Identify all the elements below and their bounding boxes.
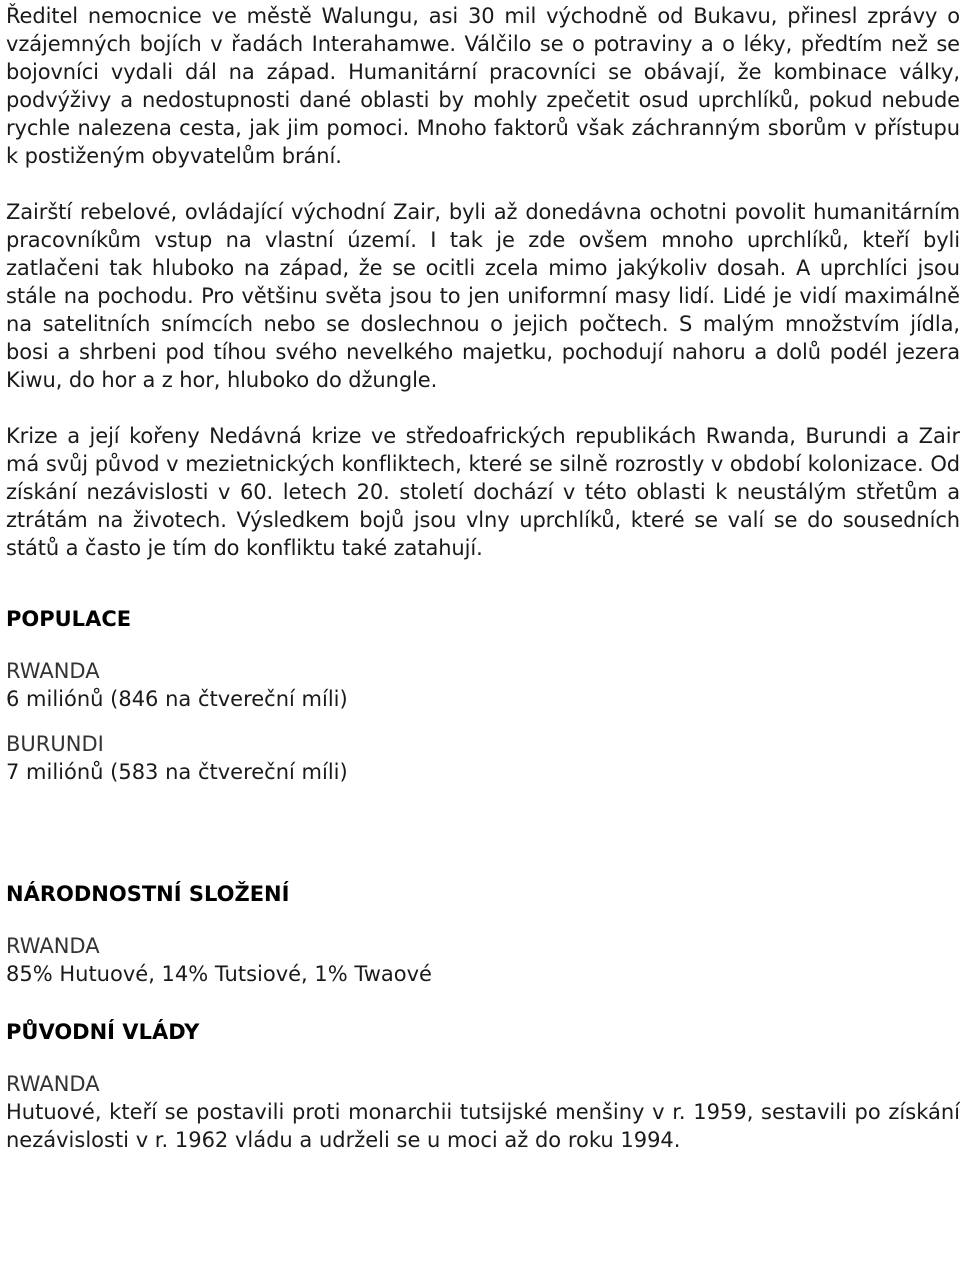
section-heading-original-governments: PŮVODNÍ VLÁDY <box>6 1020 200 1044</box>
document-page <box>6 0 960 1154</box>
paragraph-walungu-hospital: Ředitel nemocnice ve městě Walungu, asi 30 mil východně od Bukavu, přinesl zprávy o vzájemných bojích v řadách Interahamwe. Válčilo se o potraviny a o léky, předtím než se bojovníci vydali dál na západ. Humanitární pracovníci se obávají, že kombinace války, podvýživy a nedostupnosti dané oblasti by mohly zpečetit osud uprchlíků, pokud nebude rychle nalezena cesta, jak jim pomoci. Mnoho faktorů však záchranným sborům v přístupu k postiženým obyvatelům brání. <box>6 4 960 168</box>
population-value: 7 miliónů (583 na čtvereční míli) <box>6 760 348 784</box>
government-value: Hutuové, kteří se postavili proti monarchii tutsijské menšiny v r. 1959, sestavili po získání nezávislosti v r. 1962 vládu a udrželi se u moci až do roku 1994. <box>6 1100 960 1152</box>
paragraph-crisis-roots: Krize a její kořeny Nedávná krize ve středoafrických republikách Rwanda, Burundi a Zair má svůj původ v mezietnických konfliktech, které se silně rozrostly v období kolonizace. Od získání nezávislosti v 60. letech 20. století dochází v této oblasti k neustálým střetům a ztrátám na životech. Výsledkem bojů jsou vlny uprchlíků, které se valí se do sousedních států a často je tím do konfliktu také zatahují. <box>6 424 960 560</box>
population-value: 6 miliónů (846 na čtvereční míli) <box>6 687 348 711</box>
paragraph-zairian-rebels: Zairští rebelové, ovládající východní Zair, byli až donedávna ochotni povolit humanitárním pracovníkům vstup na vlastní území. I tak je zde ovšem mnoho uprchlíků, kteří byli zatlačeni tak hluboko na západ, že se ocitli zcela mimo jakýkoliv dosah. A uprchlíci jsou stále na pochodu. Pro většinu světa jsou to jen uniformní masy lidí. Lidé je vidí maximálně na satelitních snímcích nebo se doslechnou o jejich počtech. S malým množstvím jídla, bosi a shrbeni pod tíhou svého nevelkého majetku, pochodují nahoru a dolů podél jezera Kiwu, do hor a z hor, hluboko do džungle. <box>6 200 960 392</box>
ethnic-value: 85% Hutuové, 14% Tutsiové, 1% Twaové <box>6 962 432 986</box>
ethnic-country-label: RWANDA <box>6 934 100 958</box>
government-country-label: RWANDA <box>6 1072 100 1096</box>
population-country-label: BURUNDI <box>6 732 104 756</box>
section-heading-population: POPULACE <box>6 607 132 631</box>
section-heading-ethnic-composition: NÁRODNOSTNÍ SLOŽENÍ <box>6 882 290 906</box>
population-country-label: RWANDA <box>6 659 100 683</box>
